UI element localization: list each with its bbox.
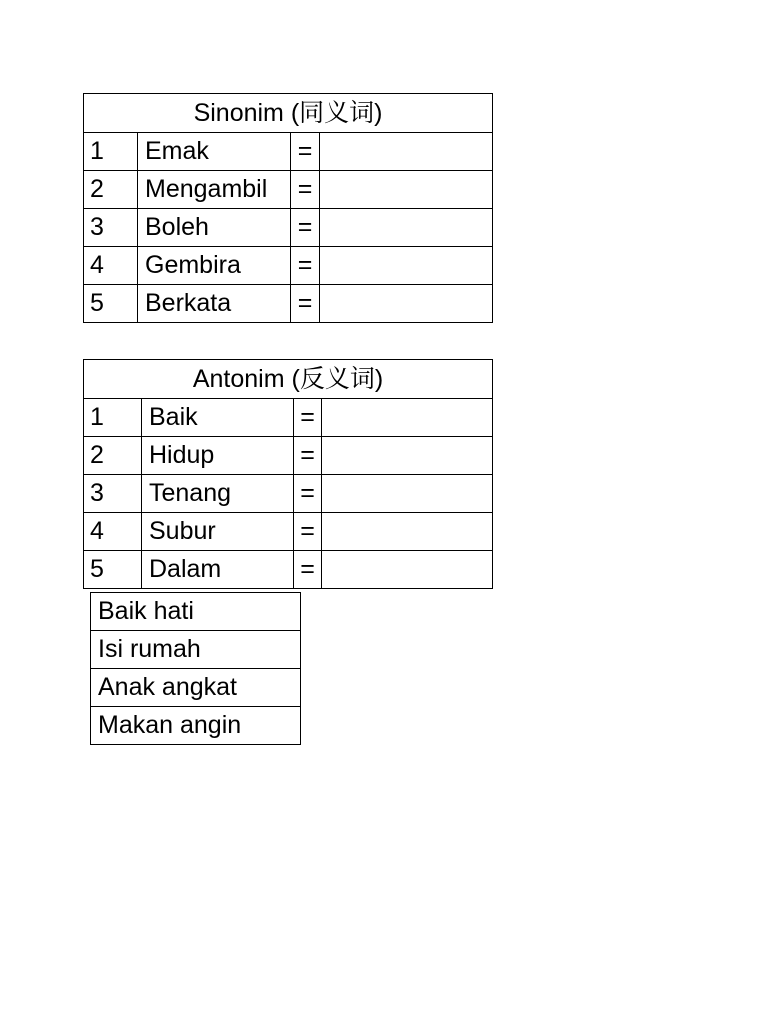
row-word: Mengambil xyxy=(138,171,291,209)
phrase-item: Makan angin xyxy=(91,707,301,745)
equals-sign: = xyxy=(291,285,320,323)
equals-sign: = xyxy=(291,209,320,247)
equals-sign: = xyxy=(291,133,320,171)
table-row xyxy=(84,399,493,437)
row-word: Baik xyxy=(142,399,294,437)
table-row xyxy=(84,209,493,247)
table-row xyxy=(84,285,493,323)
answer-cell[interactable] xyxy=(320,247,493,285)
table-row xyxy=(91,707,301,745)
table-row xyxy=(91,669,301,707)
equals-sign: = xyxy=(294,513,322,551)
table-row xyxy=(91,593,301,631)
equals-sign: = xyxy=(294,399,322,437)
table-row xyxy=(84,475,493,513)
table-row xyxy=(84,513,493,551)
antonim-title: Antonim (反义词) xyxy=(84,360,493,399)
answer-cell[interactable] xyxy=(320,171,493,209)
equals-sign: = xyxy=(294,551,322,589)
equals-sign: = xyxy=(294,437,322,475)
row-word: Subur xyxy=(142,513,294,551)
equals-sign: = xyxy=(291,171,320,209)
row-number: 1 xyxy=(84,133,138,171)
sinonim-table xyxy=(83,93,493,323)
row-number: 3 xyxy=(84,475,142,513)
table-row xyxy=(84,551,493,589)
row-number: 5 xyxy=(84,551,142,589)
answer-cell[interactable] xyxy=(320,209,493,247)
answer-cell[interactable] xyxy=(322,513,493,551)
row-word: Dalam xyxy=(142,551,294,589)
answer-cell[interactable] xyxy=(322,437,493,475)
row-word: Emak xyxy=(138,133,291,171)
row-number: 2 xyxy=(84,171,138,209)
table-row xyxy=(84,247,493,285)
table-row xyxy=(91,631,301,669)
phrase-item: Baik hati xyxy=(91,593,301,631)
answer-cell[interactable] xyxy=(322,399,493,437)
table-row xyxy=(84,171,493,209)
table-row xyxy=(84,437,493,475)
phrase-item: Anak angkat xyxy=(91,669,301,707)
phrase-item: Isi rumah xyxy=(91,631,301,669)
row-number: 5 xyxy=(84,285,138,323)
row-number: 2 xyxy=(84,437,142,475)
phrase-table xyxy=(90,592,301,745)
answer-cell[interactable] xyxy=(322,475,493,513)
equals-sign: = xyxy=(294,475,322,513)
row-word: Boleh xyxy=(138,209,291,247)
row-number: 3 xyxy=(84,209,138,247)
equals-sign: = xyxy=(291,247,320,285)
row-word: Gembira xyxy=(138,247,291,285)
row-number: 1 xyxy=(84,399,142,437)
row-word: Tenang xyxy=(142,475,294,513)
row-word: Berkata xyxy=(138,285,291,323)
answer-cell[interactable] xyxy=(322,551,493,589)
row-number: 4 xyxy=(84,513,142,551)
row-number: 4 xyxy=(84,247,138,285)
row-word: Hidup xyxy=(142,437,294,475)
answer-cell[interactable] xyxy=(320,133,493,171)
antonim-table xyxy=(83,359,493,589)
table-row xyxy=(84,133,493,171)
answer-cell[interactable] xyxy=(320,285,493,323)
sinonim-title: Sinonim (同义词) xyxy=(84,94,493,133)
